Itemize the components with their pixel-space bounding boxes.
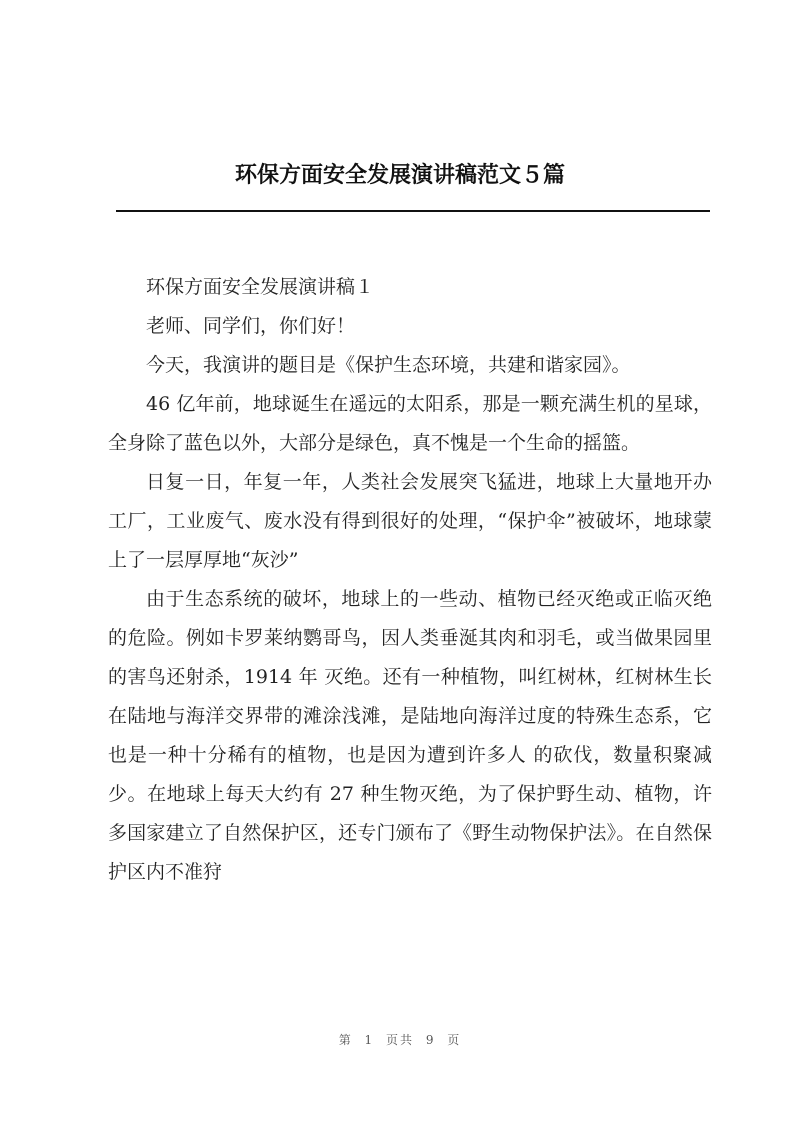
page-number-footer: 第 1 页共 9 页 (338, 1033, 462, 1047)
section-heading: 环保方面安全发展演讲稿１ (146, 276, 375, 298)
extinction-paragraph: 由于生态系统的破坏，地球上的一些动、植物已经灭绝或正临灭绝的危险。例如卡罗莱纳鹦哥鸟，因人类垂涎其肉和羽毛，或当做果园里的害鸟还射杀，1914 年 灭绝。还有一种植物，叫红树林，红树林生长在陆地与海洋交界带的滩涂浅滩，是陆地向海洋过度的特殊生态系，它也是一种十分稀有的植物，也是因为遭到许多人 的砍伐，数量积聚减少。在地球上每天大约有 27 种生物灭绝，为了保护野生动、植物，许多国家建立了自然保护区，还专门颁布了《野生动物保护法》。在自然保 护区内不准狩 (108, 588, 712, 883)
document-title: 环保方面安全发展演讲稿范文５篇 (234, 162, 565, 188)
greeting-paragraph: 老师、同学们，你们好！ (146, 315, 356, 337)
earth-history-paragraph: 46 亿年前，地球诞生在遥远的太阳系，那是一颗充满生机的星球，全身除了蓝色以外，大部分是绿色，真不愧是一个生命的摇篮。 (108, 393, 712, 454)
title-underline (116, 210, 710, 212)
industry-paragraph: 日复一日，年复一年，人类社会发展突飞猛进，地球上大量地开办工厂，工业废气、废水没有得到很好的处理，“保护伞”被破坏，地球蒙上了一层厚厚地“灰沙” (108, 471, 712, 571)
document-body (108, 268, 712, 892)
topic-paragraph: 今天，我演讲的题目是《保护生态环境，共建和谐家园》。 (146, 354, 631, 376)
